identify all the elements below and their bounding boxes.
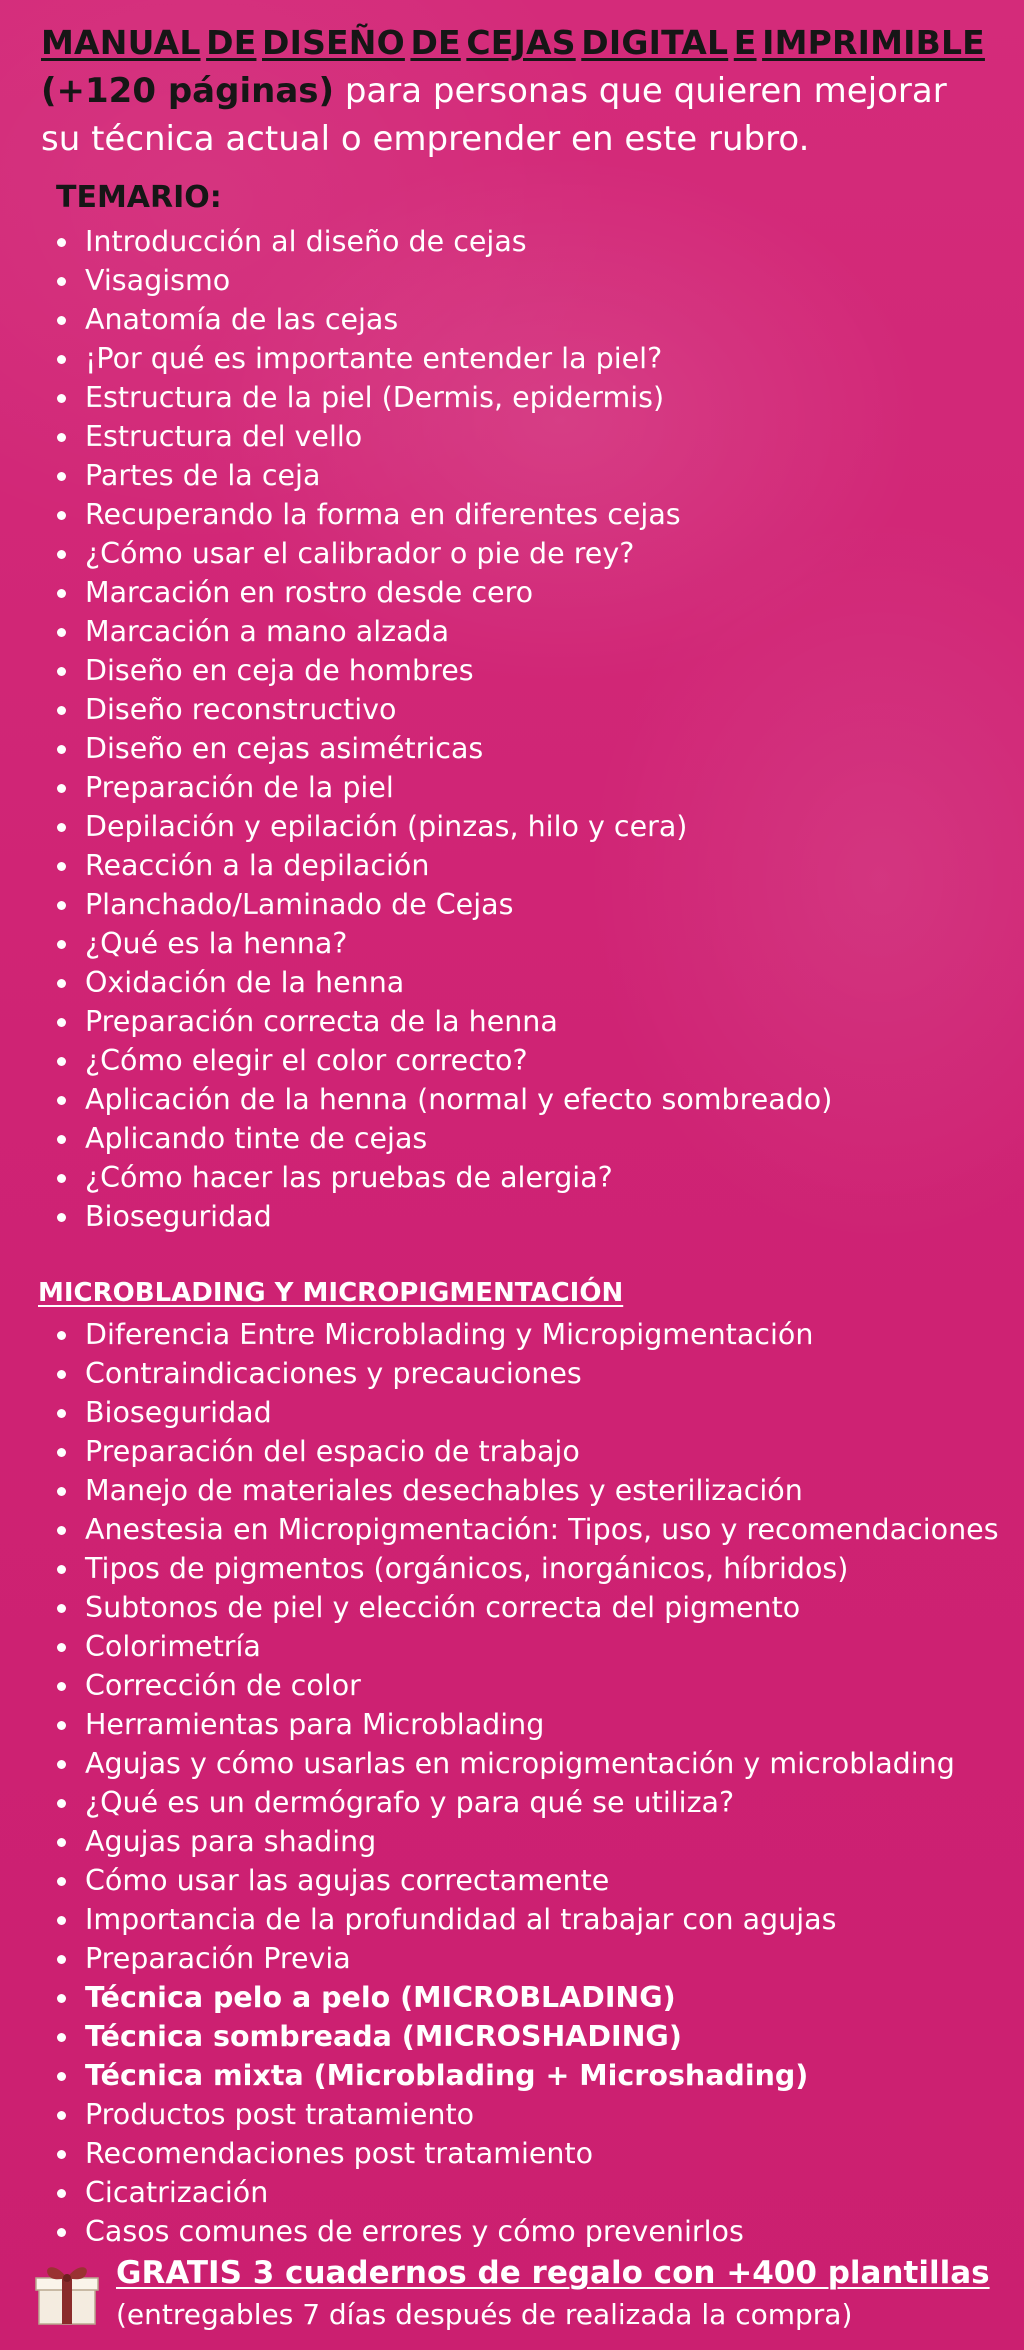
- list-item: Reacción a la depilación: [56, 846, 832, 885]
- list-item: Visagismo: [56, 261, 832, 300]
- list-item: Cicatrización: [56, 2173, 999, 2212]
- list-item: Diseño en ceja de hombres: [56, 651, 832, 690]
- list-item: Diseño reconstructivo: [56, 690, 832, 729]
- list-item: Herramientas para Microblading: [56, 1705, 999, 1744]
- list-item: Aplicando tinte de cejas: [56, 1119, 832, 1158]
- list-item: Agujas para shading: [56, 1822, 999, 1861]
- list-item: Diseño en cejas asimétricas: [56, 729, 832, 768]
- list-item: ¿Cómo elegir el color correcto?: [56, 1041, 832, 1080]
- title-word: DISEÑO: [262, 23, 405, 62]
- microblading-list: [56, 1315, 999, 2251]
- list-item: Tipos de pigmentos (orgánicos, inorgánicos, híbridos): [56, 1549, 999, 1588]
- list-item: Técnica mixta (Microblading + Microshading): [56, 2056, 999, 2095]
- list-item: Contraindicaciones y precauciones: [56, 1354, 999, 1393]
- list-item: Depilación y epilación (pinzas, hilo y cera): [56, 807, 832, 846]
- list-item: Introducción al diseño de cejas: [56, 222, 832, 261]
- list-item: Marcación a mano alzada: [56, 612, 832, 651]
- list-item: Productos post tratamiento: [56, 2095, 999, 2134]
- list-item: Preparación del espacio de trabajo: [56, 1432, 999, 1471]
- title-word: CEJAS: [466, 23, 576, 62]
- title-word: E: [733, 23, 757, 62]
- title-word: IMPRIMIBLE: [762, 23, 985, 62]
- list-item: Colorimetría: [56, 1627, 999, 1666]
- intro-text: [41, 67, 985, 163]
- temario-list: [56, 222, 832, 1236]
- list-item: Importancia de la profundidad al trabajar con agujas: [56, 1900, 999, 1939]
- microblading-heading: MICROBLADING Y MICROPIGMENTACIÓN: [38, 1278, 624, 1308]
- list-item: Aplicación de la henna (normal y efecto sombreado): [56, 1080, 832, 1119]
- page-count-label: (+120 páginas): [41, 71, 335, 111]
- title-word: DIGITAL: [581, 23, 729, 62]
- list-item: Preparación Previa: [56, 1939, 999, 1978]
- list-item: Agujas y cómo usarlas en micropigmentación y microblading: [56, 1744, 999, 1783]
- list-item: Estructura de la piel (Dermis, epidermis): [56, 378, 832, 417]
- list-item: ¿Qué es un dermógrafo y para qué se utiliza?: [56, 1783, 999, 1822]
- list-item: Manejo de materiales desechables y esterilización: [56, 1471, 999, 1510]
- temario-heading: TEMARIO:: [56, 180, 222, 215]
- gift-box-icon: [34, 2256, 100, 2326]
- list-item: Planchado/Laminado de Cejas: [56, 885, 832, 924]
- list-item: Marcación en rostro desde cero: [56, 573, 832, 612]
- list-item: Bioseguridad: [56, 1197, 832, 1236]
- list-item: Subtonos de piel y elección correcta del pigmento: [56, 1588, 999, 1627]
- list-item: Estructura del vello: [56, 417, 832, 456]
- list-item: Diferencia Entre Microblading y Micropigmentación: [56, 1315, 999, 1354]
- title-word: DE: [410, 23, 461, 62]
- list-item: Recuperando la forma en diferentes cejas: [56, 495, 832, 534]
- product-title: [41, 20, 985, 66]
- list-item: Corrección de color: [56, 1666, 999, 1705]
- list-item: ¿Qué es la henna?: [56, 924, 832, 963]
- list-item: Técnica sombreada (MICROSHADING): [56, 2017, 999, 2056]
- intro-description: para personas que quieren mejorar su técnica actual o emprender en este rubro.: [41, 71, 947, 159]
- list-item: ¡Por qué es importante entender la piel?: [56, 339, 832, 378]
- list-item: Bioseguridad: [56, 1393, 999, 1432]
- free-gift-subline: (entregables 7 días después de realizada la compra): [116, 2298, 853, 2331]
- list-item: Oxidación de la henna: [56, 963, 832, 1002]
- title-word: DE: [206, 23, 257, 62]
- list-item: Preparación correcta de la henna: [56, 1002, 832, 1041]
- list-item: Anestesia en Micropigmentación: Tipos, uso y recomendaciones: [56, 1510, 999, 1549]
- header: [41, 20, 985, 163]
- list-item: Recomendaciones post tratamiento: [56, 2134, 999, 2173]
- list-item: Cómo usar las agujas correctamente: [56, 1861, 999, 1900]
- list-item: Casos comunes de errores y cómo prevenirlos: [56, 2212, 999, 2251]
- title-word: MANUAL: [41, 23, 201, 62]
- list-item: ¿Cómo usar el calibrador o pie de rey?: [56, 534, 832, 573]
- list-item: Partes de la ceja: [56, 456, 832, 495]
- list-item: ¿Cómo hacer las pruebas de alergia?: [56, 1158, 832, 1197]
- list-item: Anatomía de las cejas: [56, 300, 832, 339]
- list-item: Técnica pelo a pelo (MICROBLADING): [56, 1978, 999, 2017]
- list-item: Preparación de la piel: [56, 768, 832, 807]
- free-gift-headline: GRATIS 3 cuadernos de regalo con +400 plantillas: [116, 2255, 990, 2291]
